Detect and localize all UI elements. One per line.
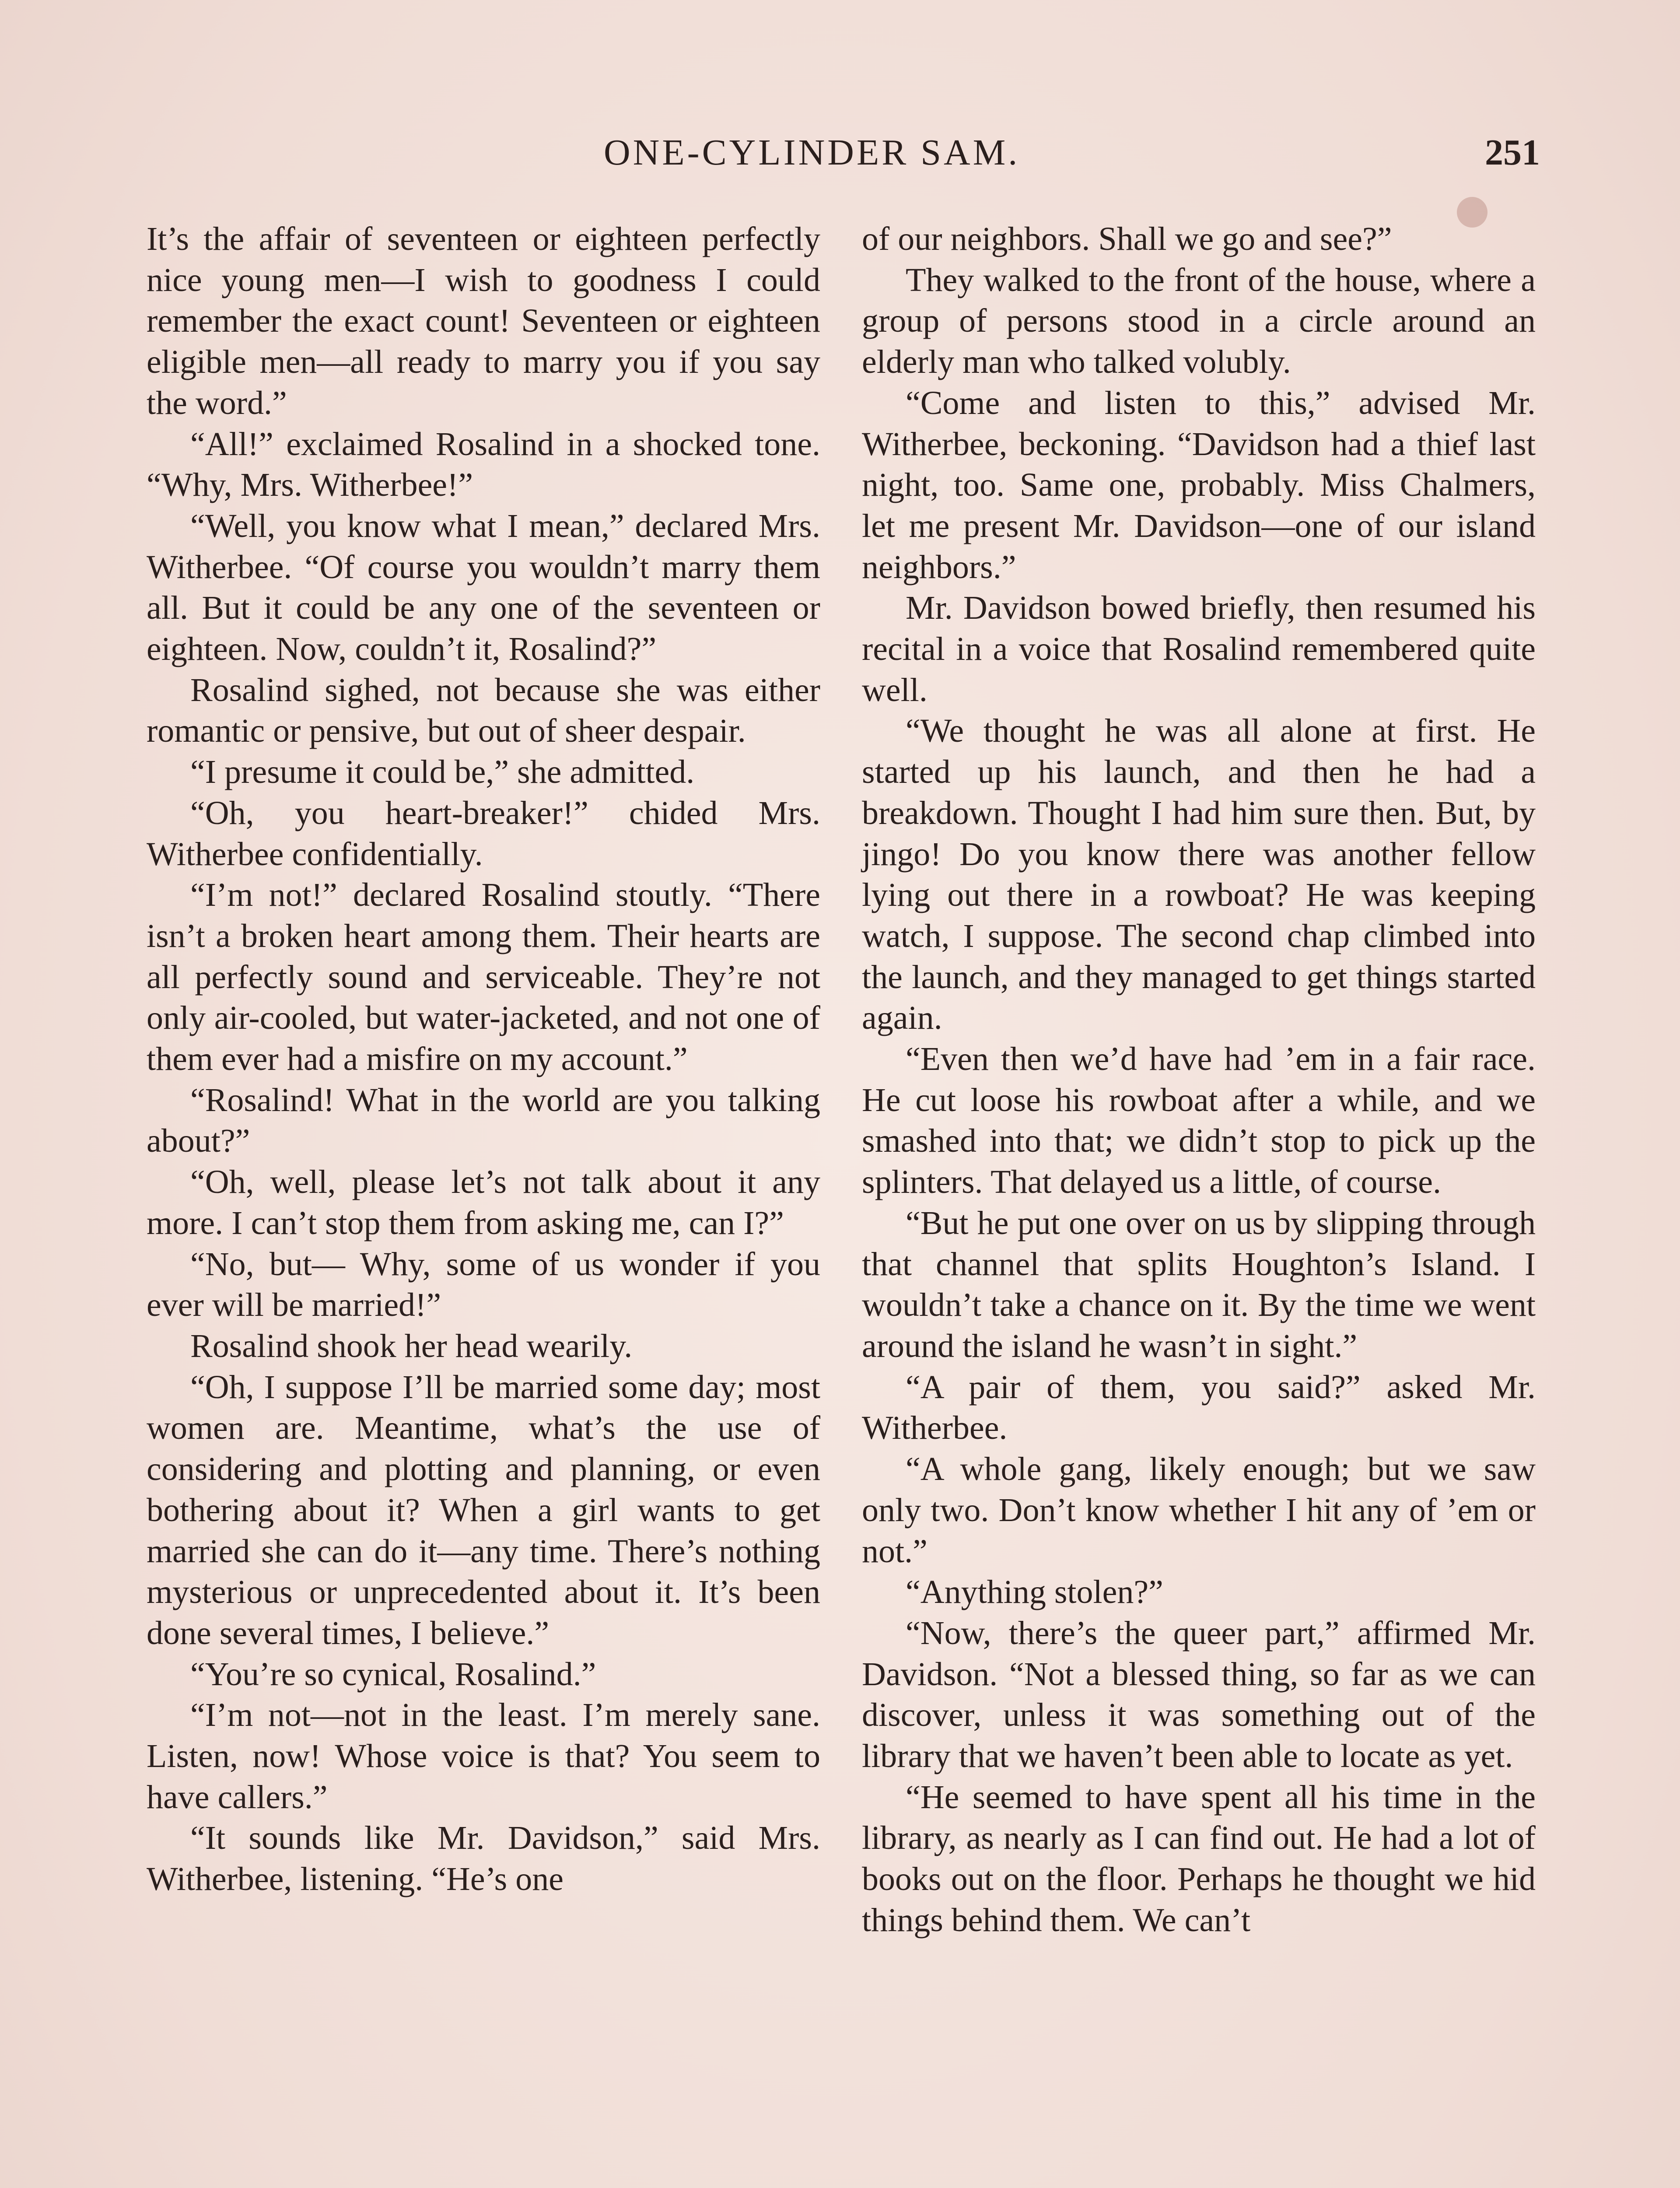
paragraph: “He seemed to have spent all his time in the library, as nearly as I can find out. He had a lot of books out on the floor. Perhaps he thought we hid things behind them. We can’t xyxy=(862,1778,1536,1939)
paragraph: of our neighbors. Shall we go and see?” xyxy=(862,221,1392,257)
right-column xyxy=(862,219,1536,1941)
paragraph: It’s the affair of seventeen or eighteen perfectly nice young men—I wish to goodness I could remember the exact count! Seventeen or eighteen eligible men—all ready to marry you if you say the word.” xyxy=(147,221,820,421)
paragraph: “Oh, well, please let’s not talk about it any more. I can’t stop them from asking me, can I?” xyxy=(147,1164,820,1241)
paragraph: “Even then we’d have had ’em in a fair race. He cut loose his rowboat after a while, and we smashed into that; we didn’t stop to pick up the splinters. That delayed us a little, of course. xyxy=(862,1041,1536,1201)
paragraph: “Oh, I suppose I’ll be married some day; most women are. Meantime, what’s the use of considering and plotting and planning, or even bothering about it? When a girl wants to get married she can do it—any time. There’s nothing mysterious or unprecedented about it. It’s been done several times, I believe.” xyxy=(147,1368,820,1652)
paragraph: “Rosalind! What in the world are you talking about?” xyxy=(147,1081,820,1160)
paragraph: “I presume it could be,” she admitted. xyxy=(190,754,695,791)
paragraph: “Now, there’s the queer part,” affirmed Mr. Davidson. “Not a blessed thing, so far as we can discover, unless it was something out of the library that we haven’t been able to locate as yet. xyxy=(862,1614,1536,1775)
page-header xyxy=(578,131,1540,184)
paragraph: “We thought he was all alone at first. He started up his launch, and then he had a breakdown. Thought I had him sure then. But, by jingo! Do you know there was another fellow lying out there in a rowboat? He was keeping watch, I suppose. The second chap climbed into the launch, and they managed to get things started again. xyxy=(862,712,1536,1037)
paragraph: “You’re so cynical, Rosalind.” xyxy=(190,1655,596,1693)
paragraph: “No, but— Why, some of us wonder if you ever will be married!” xyxy=(147,1245,820,1324)
page-number: 251 xyxy=(1485,132,1540,173)
paragraph: “A whole gang, likely enough; but we saw only two. Don’t know whether I hit any of ’em or not.” xyxy=(862,1451,1536,1570)
paragraph: They walked to the front of the house, where a group of persons stood in a circle around an elderly man who talked volubly. xyxy=(862,261,1536,381)
paragraph: “Anything stolen?” xyxy=(906,1574,1163,1611)
paragraph: “Oh, you heart-breaker!” chided Mrs. Witherbee confidentially. xyxy=(147,794,820,873)
paragraph: “Come and listen to this,” advised Mr. Witherbee, beckoning. “Davidson had a thief last night, too. Same one, probably. Miss Chalmers, let me present Mr. Davidson—one of our island neighbors.” xyxy=(862,384,1536,586)
paragraph: Rosalind sighed, not because she was either romantic or pensive, but out of sheer despair. xyxy=(147,671,820,750)
paragraph: Mr. Davidson bowed briefly, then resumed his recital in a voice that Rosalind remembered quite well. xyxy=(862,589,1536,708)
paragraph: Rosalind shook her head wearily. xyxy=(190,1327,633,1364)
paragraph: “A pair of them, you said?” asked Mr. Witherbee. xyxy=(862,1368,1536,1447)
left-column xyxy=(147,219,820,1900)
running-title: ONE-CYLINDER SAM. xyxy=(604,132,1020,173)
paragraph: “Well, you know what I mean,” declared Mrs. Witherbee. “Of course you wouldn’t marry them all. But it could be any one of the seventeen or eighteen. Now, couldn’t it, Rosalind?” xyxy=(147,507,820,668)
paragraph: “All!” exclaimed Rosalind in a shocked tone. “Why, Mrs. Witherbee!” xyxy=(147,425,820,504)
paragraph: “I’m not!” declared Rosalind stoutly. “There isn’t a broken heart among them. Their hearts are all perfectly sound and serviceable. They’re not only air-cooled, but water-jacketed, and not one of them ever had a misfire on my account.” xyxy=(147,877,820,1078)
paragraph: “It sounds like Mr. Davidson,” said Mrs. Witherbee, listening. “He’s one xyxy=(147,1820,820,1898)
paragraph: “I’m not—not in the least. I’m merely sane. Listen, now! Whose voice is that? You seem to have callers.” xyxy=(147,1697,820,1816)
paragraph: “But he put one over on us by slipping through that channel that splits Houghton’s Island. I wouldn’t take a chance on it. By the time we went around the island he wasn’t in sight.” xyxy=(862,1204,1536,1364)
